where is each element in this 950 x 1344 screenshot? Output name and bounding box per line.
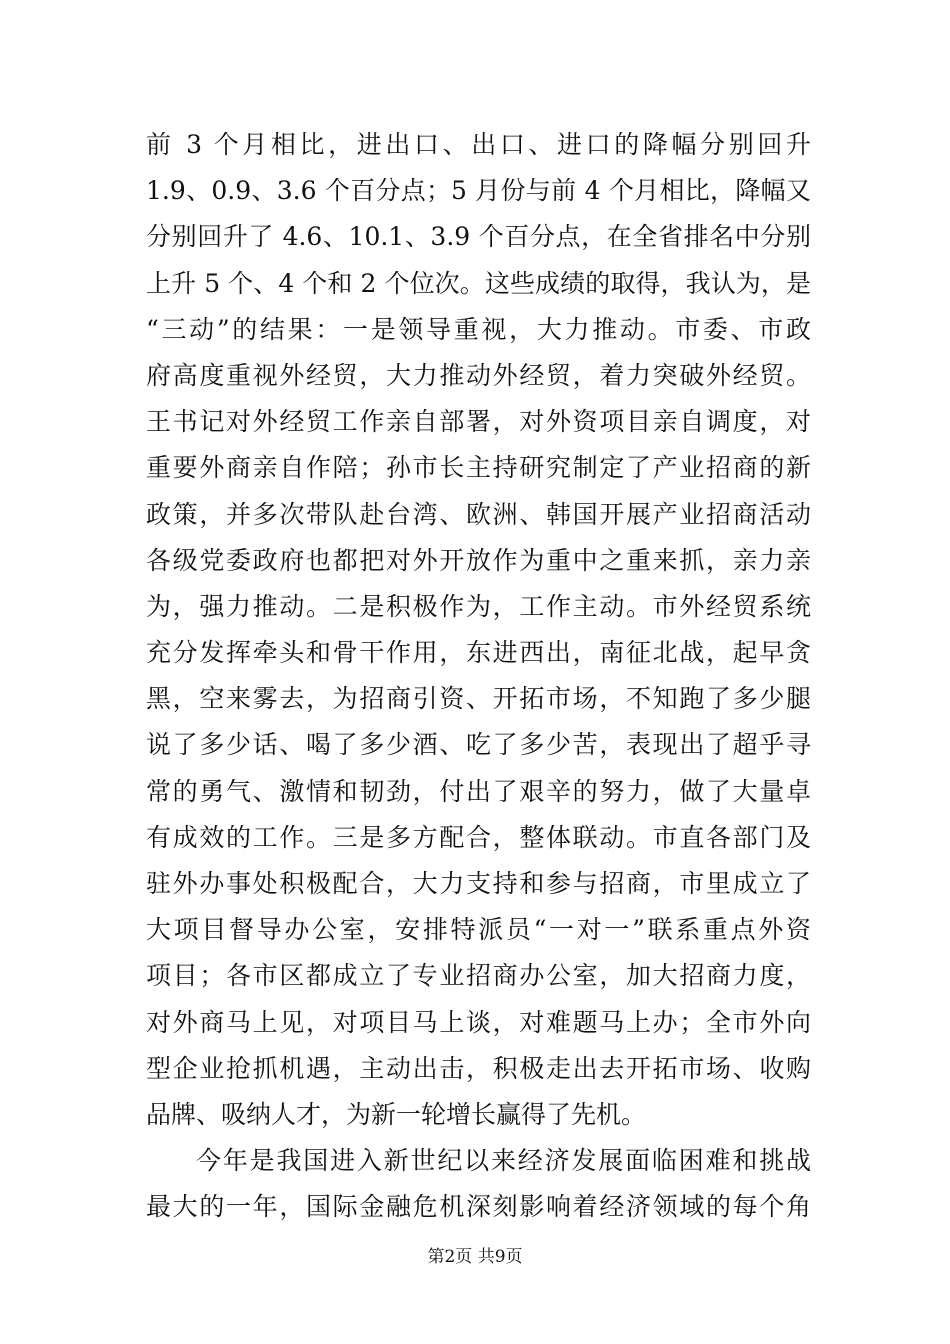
paragraph-start-line: 今年是我国进入新世纪以来经济发展面临困难和挑战 — [196, 1146, 811, 1176]
text-line: 1.9、0.9、3.6 个百分点；5 月份与前 4 个月相比，降幅又 — [146, 176, 811, 206]
text-line: 前 3 个月相比，进出口、出口、进口的降幅分别回升 — [146, 130, 811, 159]
text-line: 重要外商亲自作陪；孙市长主持研究制定了产业招商的新 — [146, 453, 811, 483]
text-line: 充分发挥牵头和骨干作用，东进西出，南征北战，起早贪 — [146, 638, 811, 668]
text-line: 为，强力推动。二是积极作为，工作主动。市外经贸系统 — [146, 591, 811, 621]
text-line: 黑，空来雾去，为招商引资、开拓市场，不知跑了多少腿 — [146, 684, 811, 714]
text-line: 分别回升了 4.6、10.1、3.9 个百分点，在全省排名中分别 — [146, 222, 811, 252]
text-line: 项目；各市区都成立了专业招商办公室，加大招商力度， — [146, 961, 811, 991]
text-line: 型企业抢抓机遇，主动出击，积极走出去开拓市场、收购 — [146, 1053, 811, 1083]
text-line: 说了多少话、喝了多少酒、吃了多少苦，表现出了超乎寻 — [146, 730, 811, 760]
text-line: 有成效的工作。三是多方配合，整体联动。市直各部门及 — [146, 822, 811, 852]
text-line: 对外商马上见，对项目马上谈，对难题马上办；全市外向 — [146, 1007, 811, 1037]
text-line: 政策，并多次带队赴台湾、欧洲、韩国开展产业招商活动 — [146, 499, 811, 529]
text-line: 驻外办事处积极配合，大力支持和参与招商，市里成立了 — [146, 869, 811, 898]
text-line: 各级党委政府也都把对外开放作为重中之重来抓，亲力亲 — [146, 545, 811, 575]
page-footer: 第2页 共9页 — [427, 1247, 523, 1267]
text-line: 大项目督导办公室，安排特派员“一对一”联系重点外资 — [146, 915, 811, 945]
text-line: 王书记对外经贸工作亲自部署，对外资项目亲自调度，对 — [146, 407, 811, 437]
paragraph-end-line: 品牌、吸纳人才，为新一轮增长赢得了先机。 — [146, 1099, 647, 1129]
text-line: 上升 5 个、4 个和 2 个位次。这些成绩的取得，我认为，是 — [146, 268, 811, 298]
text-line: 最大的一年，国际金融危机深刻影响着经济领域的每个角 — [146, 1192, 811, 1222]
body-text — [146, 122, 811, 1231]
text-line: 府高度重视外经贸，大力推动外经贸，着力突破外经贸。 — [146, 360, 811, 390]
text-line: “三动”的结果：一是领导重视，大力推动。市委、市政 — [146, 314, 811, 344]
text-line: 常的勇气、激情和韧劲，付出了艰辛的努力，做了大量卓 — [146, 776, 811, 806]
